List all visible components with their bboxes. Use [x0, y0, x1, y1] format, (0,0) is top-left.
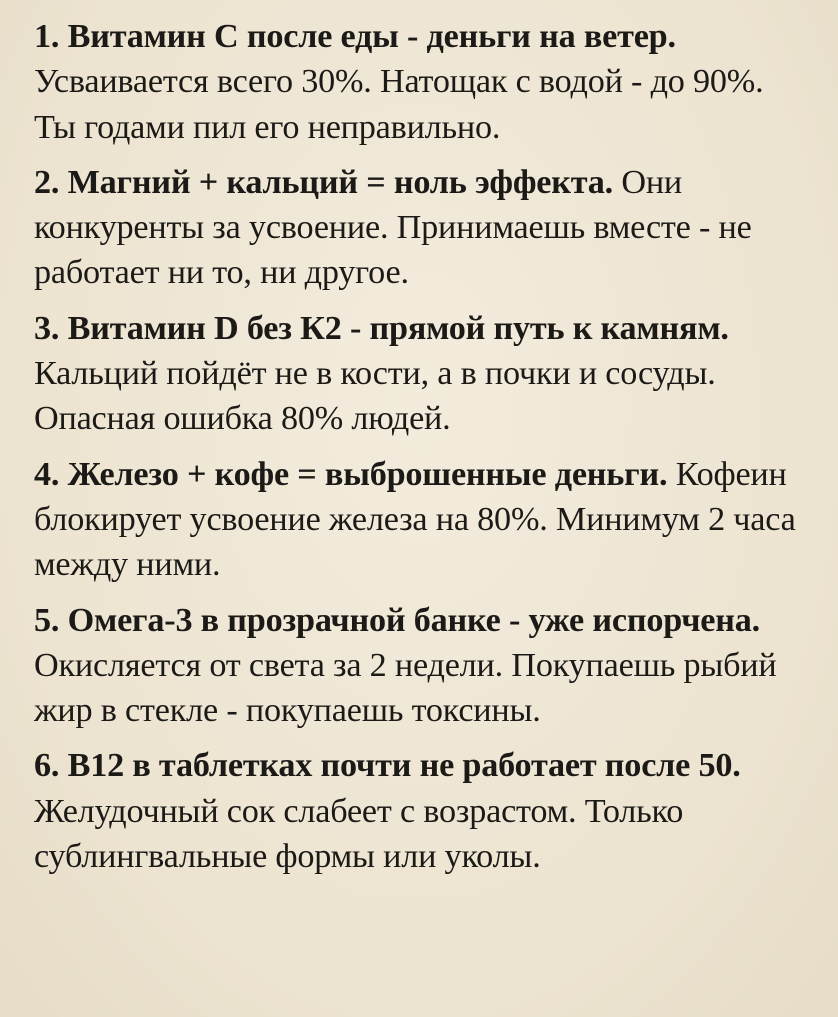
- tip-item-6: [34, 743, 808, 879]
- tip-text-6: Желудочный сок слабеет с возрастом. Только сублингвальные формы или уколы.: [34, 792, 684, 876]
- tip-item-5: [34, 598, 808, 734]
- tip-heading-2: 2. Магний + кальций = ноль эффекта.: [34, 163, 613, 201]
- tip-item-4: [34, 452, 808, 588]
- tip-item-3: [34, 306, 808, 442]
- tip-text-5: Окисляется от света за 2 недели. Покупаешь рыбий жир в стекле - покупаешь токсины.: [34, 646, 777, 730]
- tip-heading-1: 1. Витамин C после еды - деньги на ветер.: [34, 18, 676, 55]
- tip-text-1: Усваивается всего 30%. Натощак с водой - до 90%. Ты годами пил его неправильно.: [34, 63, 764, 146]
- tip-text-3: Кальций пойдёт не в кости, а в почки и сосуды. Опасная ошибка 80% людей.: [34, 355, 716, 438]
- tip-heading-3: 3. Витамин D без К2 - прямой путь к камням.: [34, 309, 729, 347]
- tip-heading-5: 5. Омега-3 в прозрачной банке - уже испорчена.: [34, 601, 760, 639]
- tip-item-2: [34, 160, 808, 296]
- tip-heading-6: 6. B12 в таблетках почти не работает после 50.: [34, 747, 741, 785]
- tip-text-4: Кофеин блокирует усвоение железа на 80%. Минимум 2 часа между ними.: [34, 455, 796, 584]
- tip-text-2: Они конкуренты за усвоение. Принимаешь вместе - не работает ни то, ни другое.: [34, 163, 752, 292]
- tip-item-1: [34, 14, 808, 150]
- tip-heading-4: 4. Железо + кофе = выброшенные деньги.: [34, 455, 668, 493]
